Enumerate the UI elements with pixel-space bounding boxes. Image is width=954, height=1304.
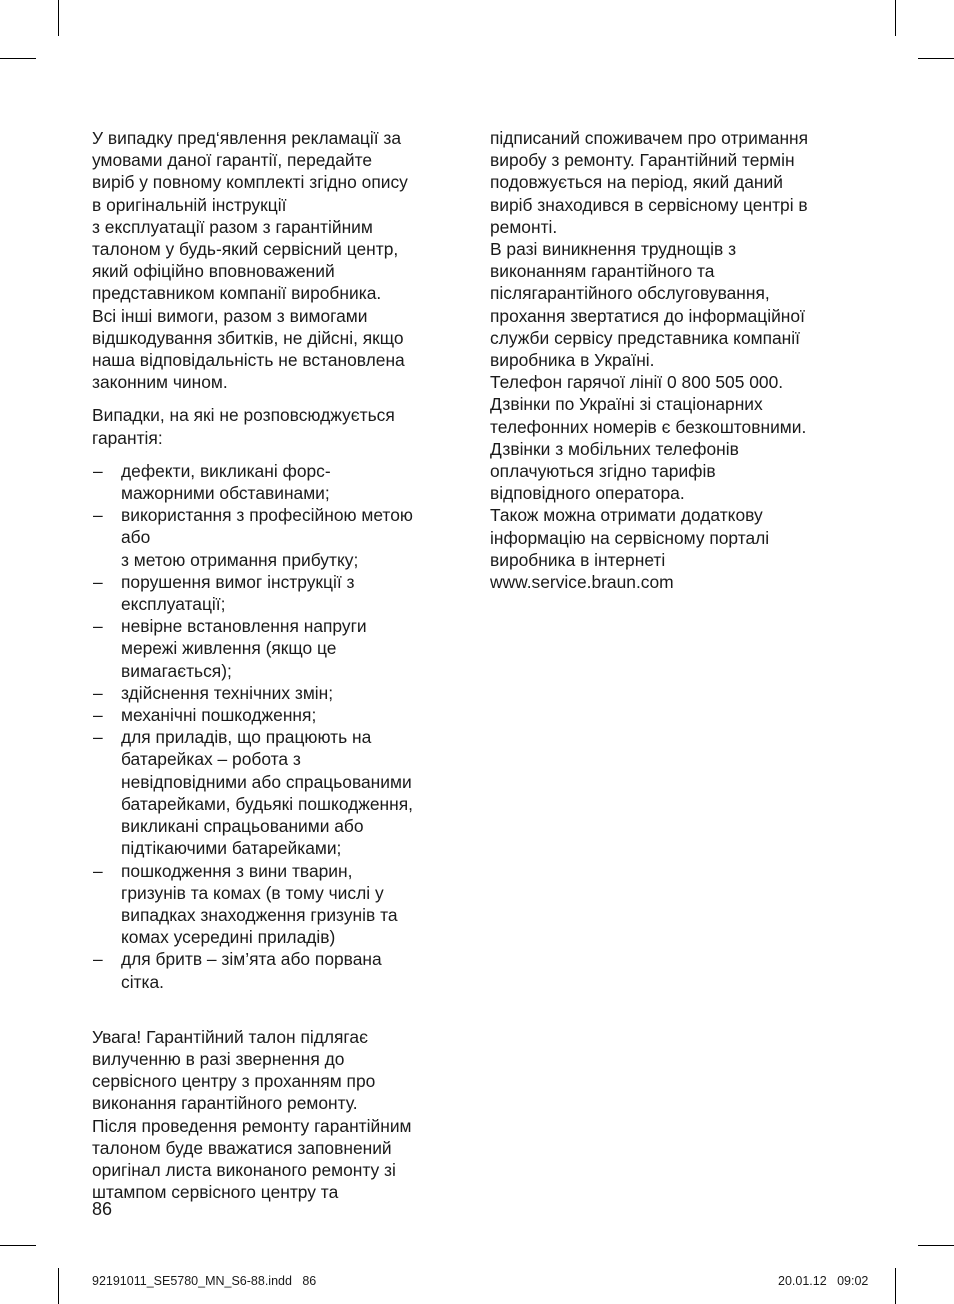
list-item-line: гризунів та комах (в тому числі у	[121, 882, 384, 903]
crop-mark-bottom-left-vertical	[58, 1268, 59, 1304]
list-item-line: мажорними обставинами;	[121, 483, 330, 504]
service-info-paragraph	[490, 127, 870, 593]
text-line: Телефон гарячої лінії 0 800 505 000.	[490, 372, 784, 393]
list-item-line: комах усередині приладів)	[121, 927, 336, 948]
list-item-line: випадках знаходження гризунів та	[121, 904, 398, 925]
list-item	[92, 704, 472, 726]
list-bullet: –	[93, 460, 103, 481]
text-line: Також можна отримати додаткову	[490, 505, 763, 526]
list-item-line: здійснення технічних змін;	[121, 682, 334, 703]
list-item-line: для приладів, що працюють на	[121, 727, 372, 748]
list-item-line: батарейками, будьякі пошкодження,	[121, 793, 414, 814]
text-line: Дзвінки по Україні зі стаціонарних	[490, 394, 763, 415]
exclusions-list	[92, 460, 472, 993]
list-bullet: –	[93, 705, 103, 726]
list-item-line: підтікаючими батарейками;	[121, 838, 342, 859]
text-line: виконанням гарантійного та	[490, 261, 715, 282]
text-line: Всі інші вимоги, разом з вимогами	[92, 305, 368, 326]
list-item-line: вимагається);	[121, 660, 232, 681]
list-item	[92, 860, 472, 949]
crop-mark-bottom-left-horizontal	[0, 1245, 36, 1246]
footer-date-time: 20.01.12 09:02	[778, 1274, 869, 1288]
text-line: який офіційно вповноважений	[92, 261, 335, 282]
list-item	[92, 460, 472, 504]
text-line: виробу з ремонту. Гарантійний термін	[490, 150, 795, 171]
text-line: В разі виникнення труднощів з	[490, 239, 737, 260]
crop-mark-top-right-horizontal	[918, 58, 954, 59]
list-item-line: порушення вимог інструкції з	[121, 571, 355, 592]
list-item-line: викликані спрацьованими або	[121, 816, 364, 837]
text-line: умовами даної гарантії, передайте	[92, 150, 373, 171]
text-line: Дзвінки з мобільних телефонів	[490, 438, 739, 459]
text-line: талоном у будь-який сервісний центр,	[92, 239, 399, 260]
text-line: телефонних номерів є безкоштовними.	[490, 416, 807, 437]
text-line: талоном буде вважатися заповнений	[92, 1137, 392, 1158]
list-item-line: або	[121, 527, 151, 548]
text-line: Випадки, на які не розповсюджується	[92, 405, 395, 426]
list-bullet: –	[93, 860, 103, 881]
exclusions-intro-paragraph	[92, 404, 472, 448]
right-column	[490, 127, 870, 593]
list-item	[92, 504, 472, 571]
list-item-line: експлуатації;	[121, 594, 226, 615]
text-line: прохання звертатися до інформаційної	[490, 305, 805, 326]
list-item-line: мережі живлення (якщо це	[121, 638, 337, 659]
list-item-line: з метою отримання прибутку;	[121, 549, 359, 570]
crop-mark-bottom-right-horizontal	[918, 1245, 954, 1246]
crop-mark-top-left-horizontal	[0, 58, 36, 59]
text-line: вилученню в разі звернення до	[92, 1048, 345, 1069]
text-line: післягарантійного обслуговування,	[490, 283, 770, 304]
page-number: 86	[92, 1199, 113, 1219]
text-line: виріб знаходився в сервісному центрі в	[490, 194, 808, 215]
text-line: відповідного оператора.	[490, 483, 685, 504]
warning-paragraph	[92, 1026, 472, 1204]
footer-file-info: 92191011_SE5780_MN_S6-88.indd 86	[92, 1274, 317, 1288]
text-line: підписаний споживачем про отримання	[490, 128, 809, 148]
list-bullet: –	[93, 616, 103, 637]
crop-mark-top-left-vertical	[58, 0, 59, 36]
list-item	[92, 726, 472, 859]
text-line: представником компанії виробника.	[92, 283, 382, 304]
list-bullet: –	[93, 505, 103, 526]
list-item-line: для бритв – зім’ята або порвана	[121, 949, 382, 970]
text-line: законним чином.	[92, 372, 228, 393]
text-line: відшкодування збитків, не дійсні, якщо	[92, 327, 404, 348]
text-line: Після проведення ремонту гарантійним	[92, 1115, 412, 1136]
text-line: виконання гарантійного ремонту.	[92, 1093, 358, 1114]
list-item-line: механічні пошкодження;	[121, 705, 317, 726]
crop-mark-top-right-vertical	[895, 0, 896, 36]
text-line: служби сервісу представника компанії	[490, 327, 800, 348]
list-item	[92, 682, 472, 704]
text-line: з експлуатації разом з гарантійним	[92, 216, 373, 237]
text-line: в оригінальній інструкції	[92, 194, 287, 215]
list-item-line: невідповідними або спрацьованими	[121, 771, 412, 792]
left-column	[92, 127, 472, 1203]
warranty-claim-paragraph	[92, 127, 472, 393]
text-line: ремонті.	[490, 216, 558, 237]
list-item	[92, 948, 472, 992]
text-line: оригінал листа виконаного ремонту зі	[92, 1159, 396, 1180]
text-line: подовжується на період, який даний	[490, 172, 783, 193]
list-item-line: дефекти, викликані форс-	[121, 460, 331, 481]
text-line: оплачуються згідно тарифів	[490, 461, 716, 482]
list-item	[92, 571, 472, 615]
text-line: сервісного центру з проханням про	[92, 1071, 376, 1092]
list-item-line: сітка.	[121, 971, 165, 992]
list-bullet: –	[93, 571, 103, 592]
text-line: штампом сервісного центру та	[92, 1182, 339, 1203]
text-line: виробника в інтернеті	[490, 549, 666, 570]
text-line: www.service.braun.com	[490, 572, 674, 593]
text-line: інформацію на сервісному порталі	[490, 527, 770, 548]
text-line: Увага! Гарантійний талон підлягає	[92, 1026, 368, 1047]
list-item-line: пошкодження з вини тварин,	[121, 860, 353, 881]
text-line: У випадку пред‘явлення рекламації за	[92, 128, 402, 148]
list-item-line: використання з професійною метою	[121, 505, 413, 526]
list-bullet: –	[93, 727, 103, 748]
text-line: гарантія:	[92, 427, 163, 448]
text-line: виробника в Україні.	[490, 350, 655, 371]
list-item-line: невірне встановлення напруги	[121, 616, 367, 637]
crop-mark-bottom-right-vertical	[895, 1268, 896, 1304]
list-item	[92, 615, 472, 682]
list-item-line: батарейках – робота з	[121, 749, 301, 770]
list-bullet: –	[93, 949, 103, 970]
list-bullet: –	[93, 682, 103, 703]
text-line: наша відповідальність не встановлена	[92, 350, 405, 371]
text-line: виріб у повному комплекті згідно опису	[92, 172, 408, 193]
